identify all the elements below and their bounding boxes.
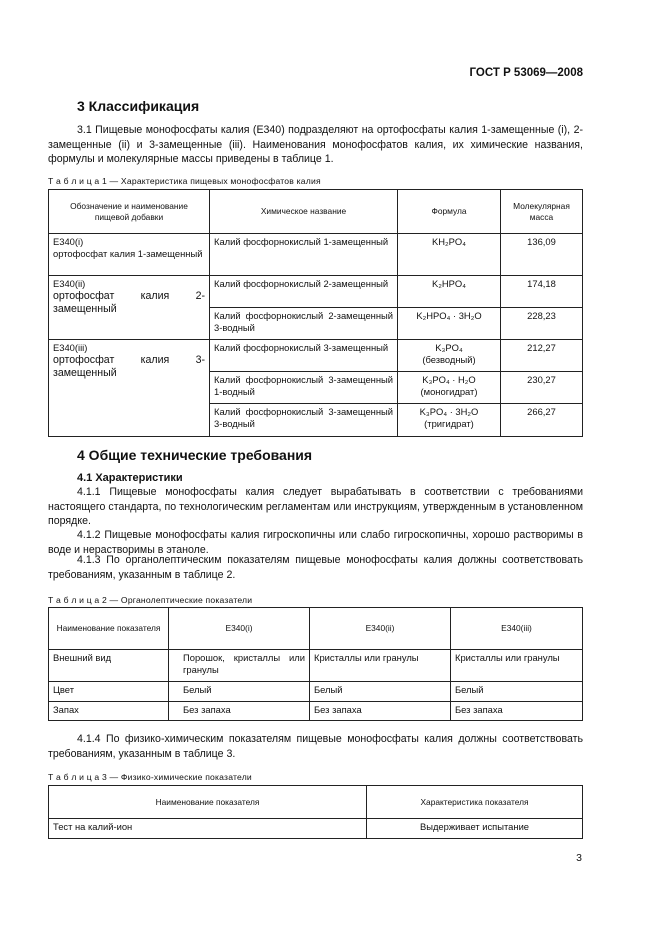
table-row (49, 234, 583, 276)
additive-code: E340(iii) (53, 342, 88, 353)
e340-i-value-cell: Порошок, кристаллы или гранулы (169, 650, 310, 682)
table-2-header-cell: E340(ii) (310, 608, 451, 650)
formula-text: K₃PO₄ · 3H₂O (419, 406, 479, 417)
indicator-value-cell: Выдерживает испытание (367, 819, 583, 839)
additive-name: ортофосфат калия 2-замещенный (53, 290, 205, 315)
indicator-name-cell: Цвет (49, 682, 169, 702)
e340-i-value-cell: Без запаха (169, 702, 310, 721)
table-row (49, 650, 583, 682)
molar-mass-cell: 230,27 (501, 372, 583, 404)
table-2-header-cell: Наименование показателя (49, 608, 169, 650)
formula-cell (398, 372, 501, 404)
additive-name: ортофосфат калия 3-замещенный (53, 354, 205, 379)
chemical-name-cell: Калий фосфорнокислый 2-замещенный 3-водный (210, 308, 398, 340)
molar-mass-cell: 136,09 (501, 234, 583, 276)
table-2-header-cell: E340(i) (169, 608, 310, 650)
formula-cell: KH₂PO₄ (398, 234, 501, 276)
additive-code: E340(ii) (53, 278, 86, 289)
table-3 (48, 785, 583, 839)
paragraph-4-1-3: 4.1.3 По органолептическим показателям пищевые монофосфаты калия должны соответствовать требованиям, указанным в таблице 2. (48, 554, 583, 581)
table-2 (48, 607, 583, 721)
chemical-name-cell: Калий фосфорнокислый 1-замещенный (210, 234, 398, 276)
section-3-heading: 3 Классификация (77, 98, 200, 114)
formula-note: (тригидрат) (424, 418, 474, 429)
formula-text: K₃PO₄ (435, 342, 463, 353)
e340-i-value-cell: Белый (169, 682, 310, 702)
e340-ii-value-cell: Без запаха (310, 702, 451, 721)
additive-cell (49, 234, 210, 276)
molar-mass-cell: 228,23 (501, 308, 583, 340)
document-code: ГОСТ Р 53069—2008 (469, 67, 583, 79)
table-1-header-cell: Молекулярная масса (501, 190, 583, 234)
molar-mass-cell: 174,18 (501, 276, 583, 308)
formula-note: (моногидрат) (420, 386, 478, 397)
formula-cell (398, 404, 501, 437)
indicator-name-cell: Запах (49, 702, 169, 721)
table-1-header-cell: Формула (398, 190, 501, 234)
formula-cell: K₂HPO₄ · 3H₂O (398, 308, 501, 340)
additive-name: ортофосфат калия 1-замещенный (53, 248, 203, 259)
formula-text: K₃PO₄ · H₂O (422, 374, 476, 385)
chemical-name-cell: Калий фосфорнокислый 3-замещенный 1-водный (210, 372, 398, 404)
additive-code: E340(i) (53, 236, 84, 247)
additive-cell (49, 340, 210, 437)
paragraph-4-1-1: 4.1.1 Пищевые монофосфаты калия следует вырабатывать в соответствии с требованиями настоящего стандарта, по технологическим регламентам или инструкциям, утвержденным в установленном порядке. (48, 486, 583, 528)
subsection-4-1-heading: 4.1 Характеристики (77, 472, 183, 484)
additive-cell (49, 276, 210, 340)
table-3-header-cell: Наименование показателя (49, 786, 367, 819)
table-3-caption: Т а б л и ц а 3 — Физико-химические показатели (48, 772, 252, 782)
table-1-header-cell: Обозначение и наименование пищевой добавки (49, 190, 210, 234)
table-1-header-cell: Химическое название (210, 190, 398, 234)
e340-ii-value-cell: Кристаллы или гранулы (310, 650, 451, 682)
e340-iii-value-cell: Без запаха (451, 702, 583, 721)
paragraph-3-1: 3.1 Пищевые монофосфаты калия (Е340) подразделяют на ортофосфаты калия 1-замещенные (i), 2-замещенные (ii) и 3-замещенные (iii). Наименования монофосфатов калия, их химические названия, формулы и молекулярные массы приведены в таблице 1. (48, 124, 583, 166)
formula-cell (398, 340, 501, 372)
e340-iii-value-cell: Белый (451, 682, 583, 702)
indicator-name-cell: Тест на калий-ион (49, 819, 367, 839)
section-4-heading: 4 Общие технические требования (77, 447, 313, 463)
e340-iii-value-cell: Кристаллы или гранулы (451, 650, 583, 682)
paragraph-4-1-4: 4.1.4 По физико-химическим показателям пищевые монофосфаты калия должны соответствовать требованиям, указанным в таблице 3. (48, 733, 583, 760)
table-row (49, 276, 583, 308)
formula-note: (безводный) (422, 354, 476, 365)
formula-cell: K₂HPO₄ (398, 276, 501, 308)
table-1 (48, 189, 583, 437)
table-row (49, 340, 583, 372)
paragraph-4-1-2: 4.1.2 Пищевые монофосфаты калия гигроскопичны или слабо гигроскопичны, хорошо растворимы в воде и нерастворимы в этаноле. (48, 529, 583, 556)
table-row (49, 819, 583, 839)
table-2-header-cell: E340(iii) (451, 608, 583, 650)
table-1-caption: Т а б л и ц а 1 — Характеристика пищевых монофосфатов калия (48, 176, 321, 186)
chemical-name-cell: Калий фосфорнокислый 2-замещенный (210, 276, 398, 308)
chemical-name-cell: Калий фосфорнокислый 3-замещенный 3-водный (210, 404, 398, 437)
chemical-name-cell: Калий фосфорнокислый 3-замещенный (210, 340, 398, 372)
table-3-header-cell: Характеристика показателя (367, 786, 583, 819)
molar-mass-cell: 266,27 (501, 404, 583, 437)
table-row (49, 682, 583, 702)
molar-mass-cell: 212,27 (501, 340, 583, 372)
e340-ii-value-cell: Белый (310, 682, 451, 702)
indicator-name-cell: Внешний вид (49, 650, 169, 682)
table-row (49, 702, 583, 721)
page-number: 3 (576, 852, 582, 864)
table-2-caption: Т а б л и ц а 2 — Органолептические показатели (48, 595, 253, 605)
